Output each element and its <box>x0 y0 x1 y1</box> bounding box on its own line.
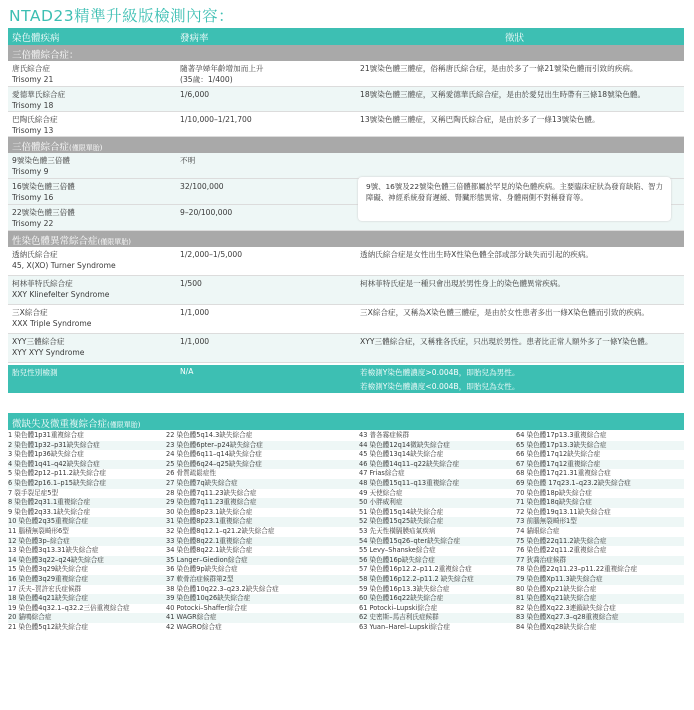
micro-item: 19 染色體4q32.1–q32.2三倍重複綜合症 <box>8 603 130 612</box>
list-item <box>8 441 684 451</box>
micro-item: 63 Yuan–Harel–Lupski綜合症 <box>359 622 450 631</box>
table-row: 三X綜合症 XXX Triple Syndrome 1/1,000 三X綜合症，又稱為X染色體三體症，是由於女性患者多出一條X染色體而引致的疾病。 <box>8 305 684 334</box>
micro-item: 81 染色體Xq21缺失綜合症 <box>516 594 597 603</box>
micro-item: 68 染色體17q21.31重複綜合症 <box>516 469 611 478</box>
micro-item: 61 Potocki–Lupski綜合症 <box>359 603 438 612</box>
micro-item: 55 Levy–Shanske綜合症 <box>359 546 436 555</box>
micro-item: 49 天使綜合症 <box>359 488 403 497</box>
micro-item: 76 染色體22q11.2重複綜合症 <box>516 546 607 555</box>
list-item <box>8 431 684 441</box>
micro-item: 59 染色體16p13.3缺失綜合症 <box>359 584 450 593</box>
list-item <box>8 623 684 633</box>
gender-row-2 <box>8 379 684 393</box>
micro-item: 18 染色體4q21缺失綜合症 <box>8 594 89 603</box>
micro-item: 48 染色體15q11–q13重複綜合症 <box>359 478 460 487</box>
micro-item: 31 染色體8p23.1重複綜合症 <box>166 517 253 526</box>
micro-item: 13 染色體3q13.31缺失綜合症 <box>8 546 99 555</box>
micro-item: 3 染色體1p36缺失綜合症 <box>8 450 84 459</box>
table-row: 透納氏綜合症 45, X(XO) Turner Syndrome 1/2,000–1/5,000 透納氏綜合症是女性出生時X性染色體全部或部分缺失而引起的疾病。 <box>8 247 684 276</box>
table-row: 巴陶氏綜合症 Trisomy 13 1/10,000–1/21,700 13號染色體三體症，又稱巴陶氏綜合症，是由於多了一條13號染色體。 <box>8 112 684 137</box>
list-item <box>8 585 684 595</box>
micro-list <box>8 431 684 632</box>
micro-item: 83 染色體Xq27.3–q28重複綜合症 <box>516 613 619 622</box>
micro-item: 44 染色體12q14微缺失綜合症 <box>359 440 450 449</box>
micro-item: 15 染色體3q29缺失綜合症 <box>8 565 89 574</box>
micro-item: 40 Potocki–Shaffer綜合症 <box>166 603 247 612</box>
section-sex-chromosome: 性染色體異常綜合症(僅限單胎) <box>8 231 684 247</box>
micro-item: 12 染色體3p–綜合症 <box>8 536 70 545</box>
list-item <box>8 556 684 566</box>
list-item <box>8 479 684 489</box>
table-row: XYY三體綜合症 XYY XYY Syndrome 1/1,000 XYY三體綜合症，又稱雅各氏症，只出現於男性。患者比正常人額外多了一條Y染色體。 <box>8 334 684 363</box>
list-item <box>8 527 684 537</box>
micro-item: 11 腦積無裂畸形6型 <box>8 526 69 535</box>
micro-item: 32 染色體8q12.1–q21.2缺失綜合症 <box>166 526 275 535</box>
section-trisomy: 三倍體綜合症： <box>8 45 684 61</box>
micro-item: 26 骨質疏鬆症性 <box>166 469 217 478</box>
table-row: 9號染色體三倍體 Trisomy 9 不明 <box>8 153 684 179</box>
micro-item: 5 染色體2p12–p11.2缺失綜合症 <box>8 469 106 478</box>
micro-item: 77 狄喬治症候群 <box>516 555 567 564</box>
micro-item: 24 染色體6q11–q14缺失綜合症 <box>166 450 262 459</box>
micro-item: 36 染色體9p缺失綜合症 <box>166 565 238 574</box>
micro-item: 42 WAGRO綜合症 <box>166 622 222 631</box>
micro-item: 73 前腦無裂畸形1型 <box>516 517 577 526</box>
table-row: 唐氏綜合症 Trisomy 21 隨著孕婦年齡增加而上升 (35歲：1/400) 21號染色體三體症，俗稱唐氏綜合症，是由於多了一條21號染色體而引致的疾病。 <box>8 61 684 87</box>
micro-item: 30 染色體8p23.1缺失綜合症 <box>166 507 253 516</box>
gender-female: 若檢測Y染色體濃度<0.004B，即胎兒為女性。 <box>360 382 520 391</box>
list-item <box>8 575 684 585</box>
micro-section-title: 微缺失及微重複綜合症(僅限單胎) <box>8 413 684 430</box>
micro-item: 25 染色體6q24–q25缺失綜合症 <box>166 459 262 468</box>
micro-item: 29 染色體7q11.23重複綜合症 <box>166 498 257 507</box>
micro-item: 79 染色體Xp11.3缺失綜合症 <box>516 574 603 583</box>
micro-item: 56 染色體16p缺失綜合症 <box>359 555 435 564</box>
micro-item: 34 染色體8q22.1缺失綜合症 <box>166 546 253 555</box>
micro-item: 84 染色體Xq28缺失綜合症 <box>516 622 597 631</box>
micro-item: 54 染色體15q26–qter缺失綜合症 <box>359 536 461 545</box>
table-row: 愛德華氏綜合症 Trisomy 18 1/6,000 18號染色體三體症，又稱愛德華氏綜合症，是由於愛兒出生時帶有三條18號染色體。 <box>8 87 684 112</box>
micro-item: 72 染色體19q13.11缺失綜合症 <box>516 507 611 516</box>
micro-item: 10 染色體2q35重複綜合症 <box>8 517 89 526</box>
micro-item: 7 裂手裂足症5型 <box>8 488 59 497</box>
micro-item: 9 染色體2q33.1缺失綜合症 <box>8 507 91 516</box>
list-item <box>8 498 684 508</box>
list-item <box>8 489 684 499</box>
micro-item: 27 染色體7q缺失綜合症 <box>166 478 238 487</box>
micro-item: 51 染色體15q14缺失綜合症 <box>359 507 444 516</box>
micro-item: 39 染色體10q26缺失綜合症 <box>166 594 251 603</box>
micro-item: 37 軟骨治症候群第2型 <box>166 574 234 583</box>
micro-item: 74 貓眼綜合症 <box>516 526 560 535</box>
gender-rate: N/A <box>180 367 194 376</box>
section-triploid: 三倍體綜合症(僅限單胎) <box>8 137 684 153</box>
micro-item: 1 染色體1p31重複綜合症 <box>8 431 84 439</box>
micro-item: 20 貓鳴綜合症 <box>8 613 52 622</box>
micro-item: 75 染色體22q11.2缺失綜合症 <box>516 536 607 545</box>
list-item <box>8 517 684 527</box>
list-item <box>8 508 684 518</box>
header-rate: 發病率 <box>180 33 209 44</box>
list-item <box>8 469 684 479</box>
micro-item: 78 染色體22q11.23–p11.22重複綜合症 <box>516 565 638 574</box>
micro-item: 53 先天性橫膈膜疝氣疾病 <box>359 526 436 535</box>
list-item <box>8 460 684 470</box>
micro-item: 21 染色體5q12缺失綜合症 <box>8 622 89 631</box>
micro-item: 6 染色體2p16.1–p15缺失綜合症 <box>8 478 106 487</box>
micro-item: 17 沃夫–賀許宏氏症候群 <box>8 584 82 593</box>
micro-item: 50 小胖威利症 <box>359 498 403 507</box>
micro-item: 47 Frias綜合症 <box>359 469 405 478</box>
list-item <box>8 604 684 614</box>
micro-item: 14 染色體3q22–q24缺失綜合症 <box>8 555 104 564</box>
list-item <box>8 613 684 623</box>
micro-item: 52 染色體15q25缺失綜合症 <box>359 517 444 526</box>
micro-item: 43 普各霧症候群 <box>359 431 410 439</box>
micro-item: 45 染色體13q14缺失綜合症 <box>359 450 444 459</box>
micro-item: 71 染色體18q缺失綜合症 <box>516 498 592 507</box>
header-disease: 染色體疾病 <box>12 33 60 44</box>
list-item <box>8 537 684 547</box>
micro-item: 66 染色體17q12缺失綜合症 <box>516 450 601 459</box>
table-row: 22號染色體三倍體 Trisomy 22 9–20/100,000 <box>8 205 684 231</box>
micro-item: 57 染色體16p12.2–p11.2重複綜合症 <box>359 565 472 574</box>
micro-item: 65 染色體17p13.3缺失綜合症 <box>516 440 607 449</box>
micro-item: 16 染色體3q29重複綜合症 <box>8 574 89 583</box>
header-symptom: 徵狀 <box>505 33 525 44</box>
micro-item: 4 染色體1q41–q42缺失綜合症 <box>8 459 100 468</box>
micro-item: 35 Langer–Giedion綜合症 <box>166 555 248 564</box>
micro-item: 23 染色體6pter–p24缺失綜合症 <box>166 440 263 449</box>
gender-label: 胎兒性別檢測 <box>12 368 58 377</box>
table-header <box>8 28 684 45</box>
list-item <box>8 450 684 460</box>
micro-item: 64 染色體17p13.3重複綜合症 <box>516 431 607 439</box>
micro-item: 41 WAGR綜合症 <box>166 613 217 622</box>
micro-item: 28 染色體7q11.23缺失綜合症 <box>166 488 257 497</box>
list-item <box>8 546 684 556</box>
micro-item: 58 染色體16p12.2–p11.2 缺失綜合症 <box>359 574 474 583</box>
gender-row <box>8 365 684 379</box>
gender-male: 若檢測Y染色體濃度>0.004B，即胎兒為男性。 <box>360 368 520 377</box>
page-title: NTAD23精準升級版檢測內容： <box>9 7 235 25</box>
list-item <box>8 565 684 575</box>
micro-item: 60 染色體16q22缺失綜合症 <box>359 594 444 603</box>
micro-item: 62 史密斯–馬吉利氏症候群 <box>359 613 439 622</box>
micro-item: 33 染色體8q22.1重複綜合症 <box>166 536 253 545</box>
micro-item: 46 染色體14q11–q22缺失綜合症 <box>359 459 460 468</box>
micro-item: 38 染色體10q22.3–q23.2缺失綜合症 <box>166 584 279 593</box>
list-item <box>8 594 684 604</box>
micro-item: 82 染色體Xq22.3連鎖缺失綜合症 <box>516 603 616 612</box>
micro-item: 70 染色體18p缺失綜合症 <box>516 488 592 497</box>
micro-item: 22 染色體5q14.3缺失綜合症 <box>166 431 253 439</box>
table-row: 柯林菲特氏綜合症 XXY Klinefelter Syndrome 1/500 柯林菲特氏症是一種只會出現於男性身上的染色體異常疾病。 <box>8 276 684 305</box>
micro-item: 80 染色體Xp21缺失綜合症 <box>516 584 597 593</box>
micro-item: 2 染色體1p32–p31缺失綜合症 <box>8 440 100 449</box>
micro-item: 69 染色體 17q23.1–q23.2缺失綜合症 <box>516 478 631 487</box>
table-row: 16號染色體三倍體 Trisomy 16 32/100,000 <box>8 179 684 205</box>
micro-item: 8 染色體2q31.1重複綜合症 <box>8 498 91 507</box>
micro-item: 67 染色體17q12重複綜合症 <box>516 459 601 468</box>
triploid-description: 9號、16號及22號染色體三倍體都屬於罕見的染色體疾病。主要臨床症狀為發育缺陷、智力障礙、神經系統發育遲緩、腎臟形態異常、身體兩側不對稱發育等。 <box>358 177 671 221</box>
